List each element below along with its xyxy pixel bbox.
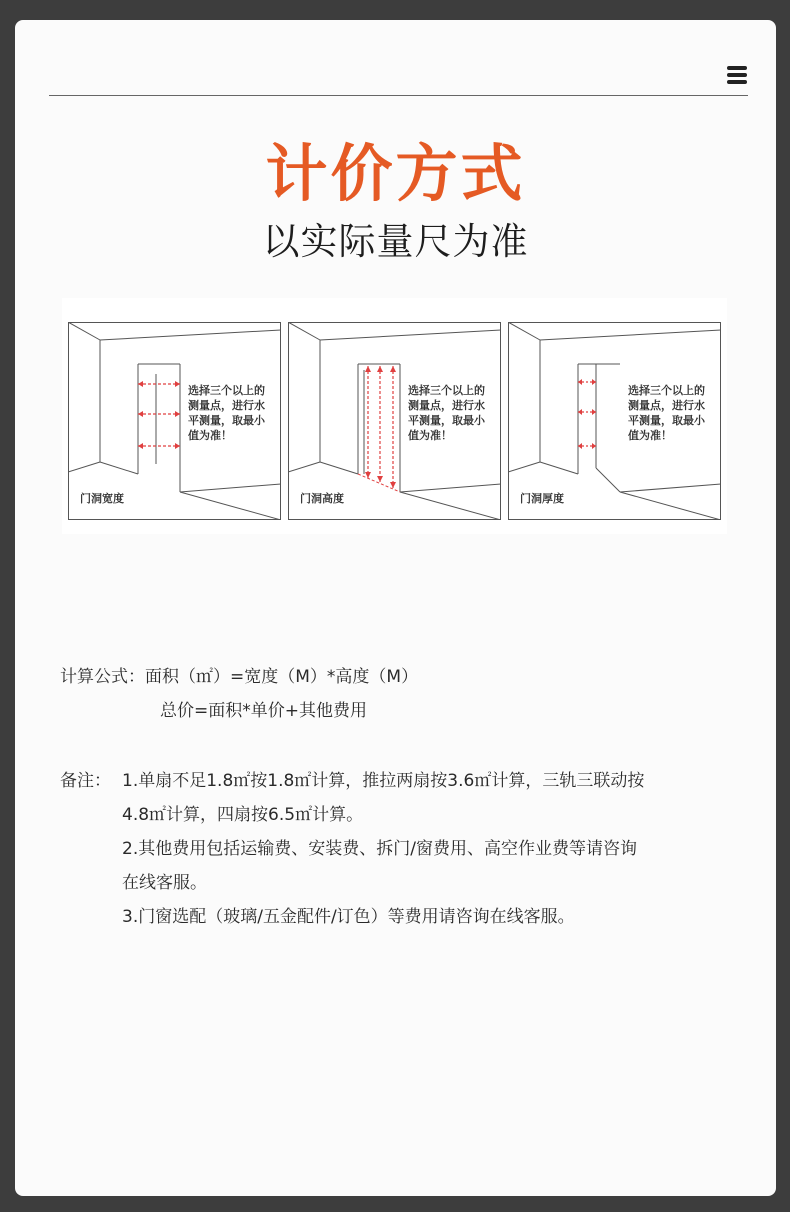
page-title: 计价方式 xyxy=(265,137,526,210)
diagram-door-height xyxy=(288,322,501,520)
diagram-label: 门洞厚度 xyxy=(520,492,564,505)
diagram-note: 选择三个以上的 测量点，进行水 平测量，取最小 值为准！ xyxy=(628,384,705,442)
diagram-label: 门洞高度 xyxy=(300,492,344,505)
diagram-note: 选择三个以上的 测量点，进行水 平测量，取最小 值为准！ xyxy=(408,384,485,442)
remark-2b: 在线客服。 xyxy=(122,873,207,893)
page-subtitle: 以实际量尺为准 xyxy=(262,220,529,263)
remark-2a: 2.其他费用包括运输费、安装费、拆门/窗费用、高空作业费等请咨询 xyxy=(122,839,637,859)
formula-line-total: 总价=面积*单价+其他费用 xyxy=(160,701,367,721)
pricing-formula xyxy=(60,660,418,728)
diagram-door-thickness xyxy=(508,322,721,520)
diagram-label: 门洞宽度 xyxy=(80,492,124,505)
header-divider xyxy=(49,95,748,96)
diagram-door-width xyxy=(68,322,281,520)
content-card xyxy=(15,20,776,1196)
measurement-diagrams xyxy=(62,298,727,534)
remarks xyxy=(60,764,750,934)
remark-1a: 1.单扇不足1.8㎡按1.8㎡计算，推拉两扇按3.6㎡计算，三轨三联动按 xyxy=(122,771,645,791)
remarks-label: 备注： xyxy=(60,771,111,791)
remarks-list xyxy=(122,764,750,934)
formula-line-area: 计算公式：面积（㎡）=宽度（M）*高度（M） xyxy=(60,667,419,687)
remark-3: 3.门窗选配（玻璃/五金配件/订色）等费用请咨询在线客服。 xyxy=(122,907,575,927)
hamburger-menu-icon[interactable] xyxy=(727,66,749,88)
diagram-note: 选择三个以上的 测量点，进行水 平测量，取最小 值为准！ xyxy=(188,384,265,442)
remark-1b: 4.8㎡计算，四扇按6.5㎡计算。 xyxy=(122,805,364,825)
